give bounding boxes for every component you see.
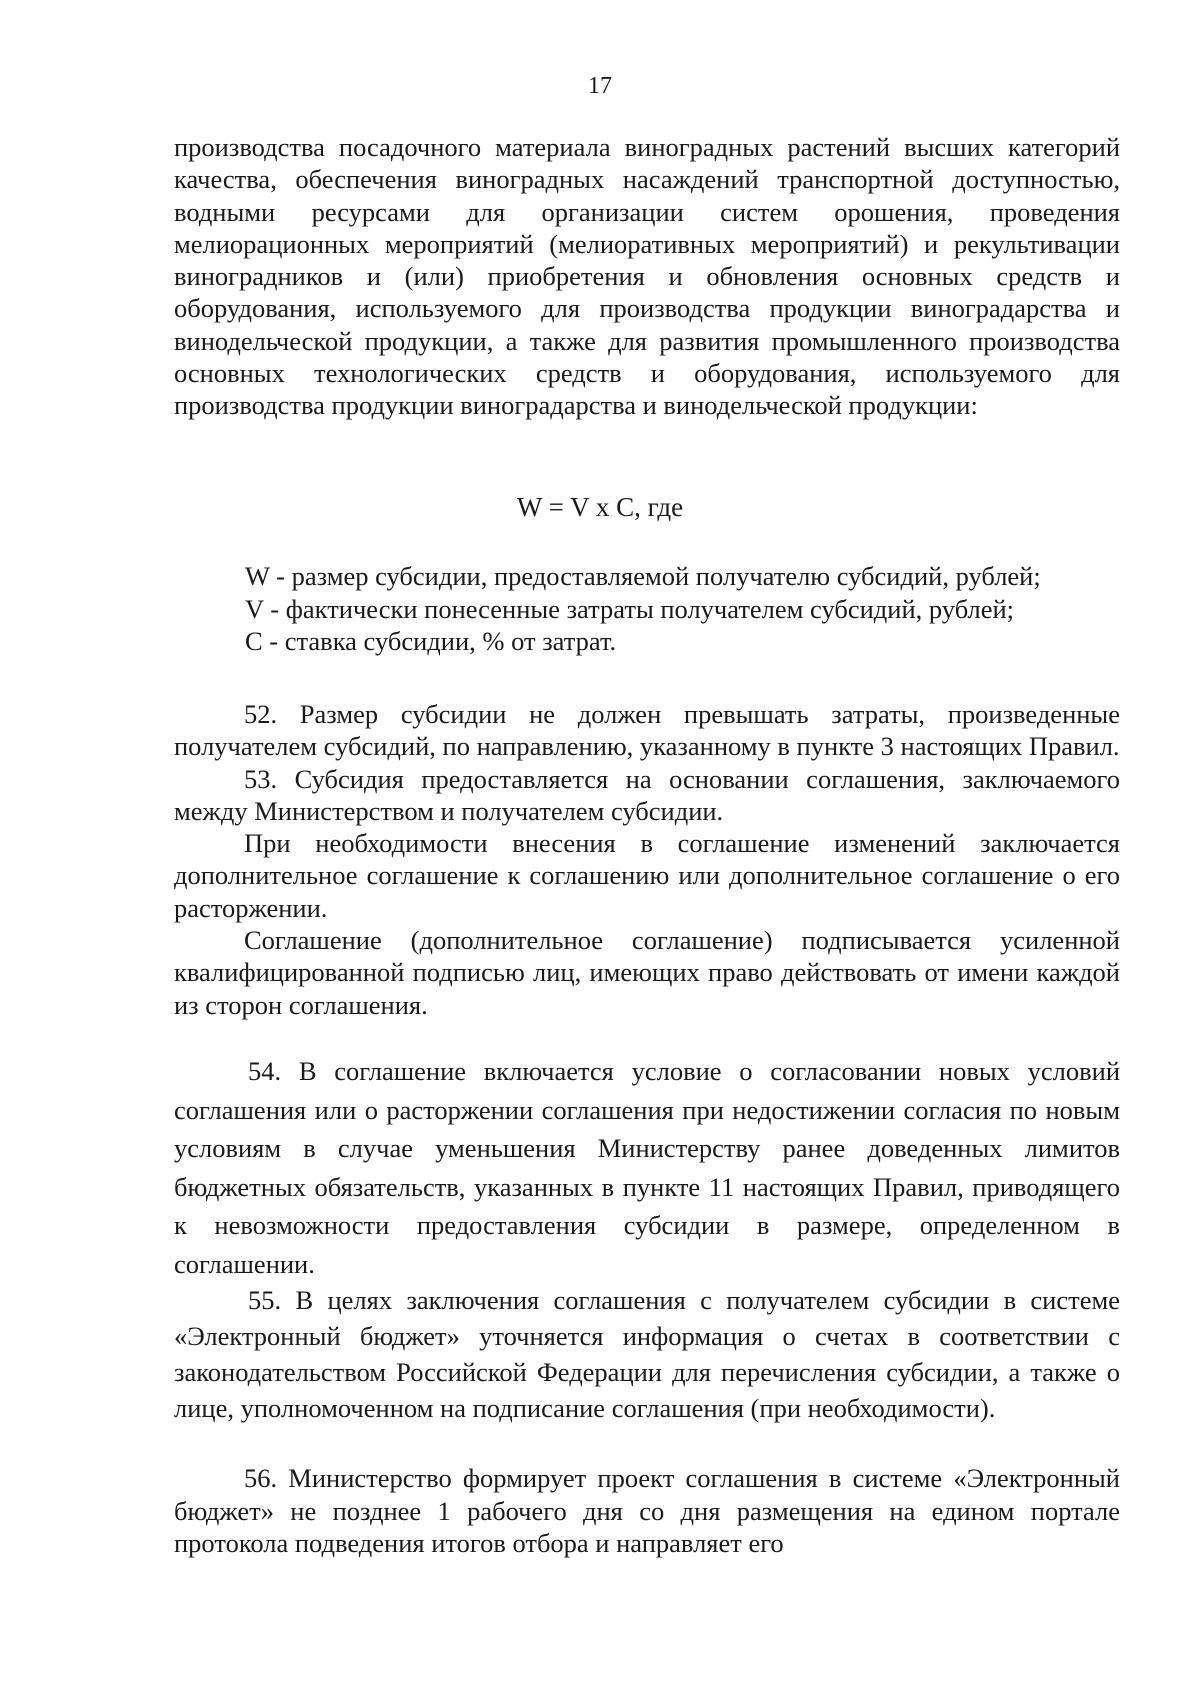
page-number: 17 bbox=[588, 73, 612, 99]
paragraph-53-amendment: При необходимости внесения в соглашение изменений заключается дополнительное соглашение к соглашению или дополнительное соглашение о его расторжении. bbox=[174, 828, 1120, 923]
paragraph-55: 55. В целях заключения соглашения с получателем субсидии в системе «Электронный бюджет» уточняется информация о счетах в соответствии с законодательством Российской Федерации для перечисления субсидии, а также о лице, уполномоченном на подписание соглашения (при необходимости). bbox=[174, 1285, 1120, 1423]
paragraphs-52-53 bbox=[174, 698, 1120, 1021]
paragraph-intro: производства посадочного материала виноградных растений высших категорий качества, обеспечения виноградных насаждений транспортной доступностью, водными ресурсами для организации систем орошения, проведения мелиорационных мероприятий (мелиоративных мероприятий) и рекультивации виноградников и (или) приобретения и обновления основных средств и оборудования, используемого для производства продукции виноградарства и винодельческой продукции, а также для развития промышленного производства основных технологических средств и оборудования, используемого для производства продукции виноградарства и винодельческой продукции: bbox=[174, 132, 1120, 421]
formula: W = V x C, где bbox=[516, 492, 684, 522]
definition-w: W - размер субсидии, предоставляемой получателю субсидий, рублей; bbox=[245, 561, 1041, 591]
definition-v: V - фактически понесенные затраты получателем субсидий, рублей; bbox=[245, 593, 1015, 624]
definition-c: C - ставка субсидии, % от затрат. bbox=[245, 626, 617, 656]
paragraph-54: 54. В соглашение включается условие о согласовании новых условий соглашения или о расторжении соглашения при недостижении согласия по новым условиям в случае уменьшения Министерству ранее доведенных лимитов бюджетных обязательств, указанных в пункте 11 настоящих Правил, приводящего к невозможности предоставления субсидии в размере, определенном в соглашении. bbox=[174, 1056, 1120, 1279]
formula-definitions bbox=[245, 560, 1125, 658]
paragraph-56: 56. Министерство формирует проект соглашения в системе «Электронный бюджет» не позднее 1 рабочего дня со дня размещения на едином портале протокола подведения итогов отбора и направляет его bbox=[174, 1463, 1120, 1558]
paragraph-52: 52. Размер субсидии не должен превышать затраты, произведенные получателем субсидий, по направлению, указанному в пункте 3 настоящих Правил. bbox=[174, 699, 1120, 762]
paragraph-53-signature: Соглашение (дополнительное соглашение) подписывается усиленной квалифицированной подписью лиц, имеющих право действовать от имени каждой из сторон соглашения. bbox=[174, 925, 1120, 1020]
paragraph-53: 53. Субсидия предоставляется на основании соглашения, заключаемого между Министерством и получателем субсидии. bbox=[174, 763, 1120, 826]
